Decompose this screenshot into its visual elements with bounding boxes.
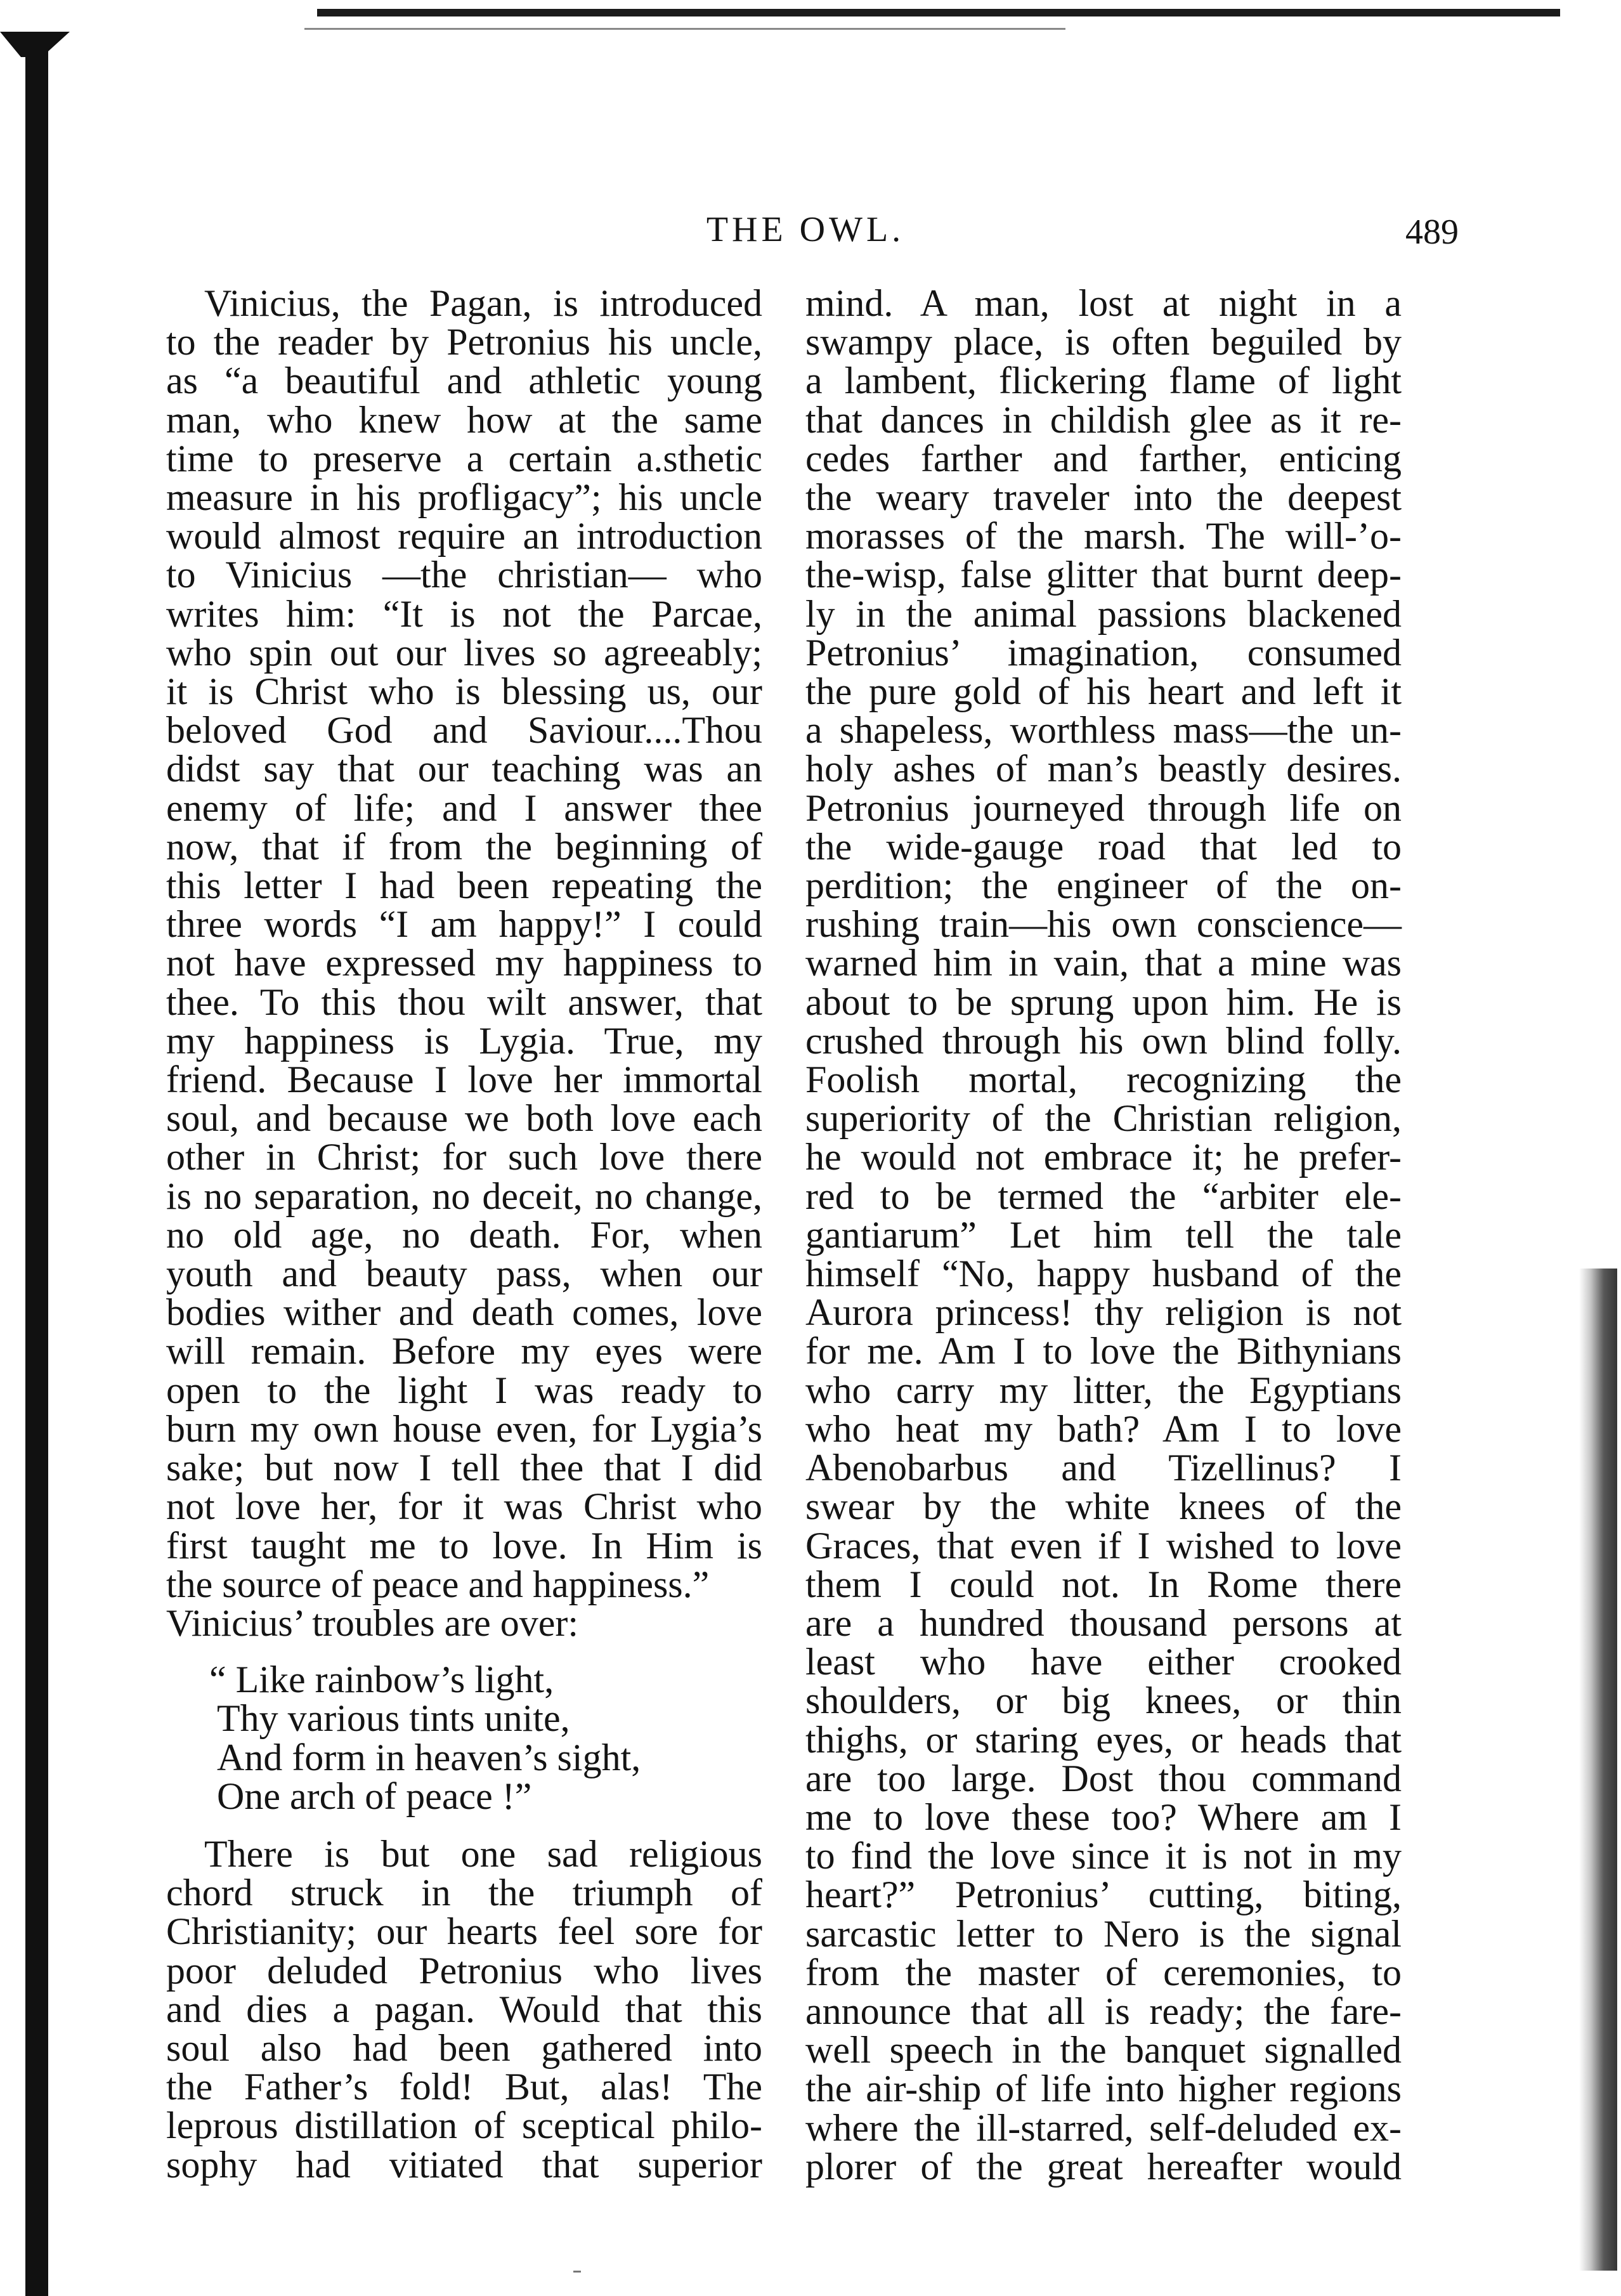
top-border-rule [317,9,1560,16]
text-line: There is but one sad religious [204,1832,762,1875]
text-line: it is Christ who is blessing us, our [166,670,762,713]
text-line: this letter I had been repeating the [166,864,762,907]
text-line: my happiness is Lygia. True, my [166,1019,762,1062]
text-line: the wide-gauge road that led to [805,825,1402,868]
right-page-edge [1579,1269,1617,2271]
text-line: would almost r‌equire an introduction [166,515,762,558]
text-line: soul also had been gathered into [166,2026,762,2069]
bottom-mark [573,2271,581,2273]
top-thin-rule [304,28,1065,30]
text-line: Petronius’ imagination, consumed [805,631,1402,674]
text-line: poor deluded Petronius who lives [166,1949,762,1992]
text-line: leprous distillation of sceptical philo- [166,2104,762,2147]
left-paragraph [166,284,762,1643]
text-line: will remain. Before my eyes were [166,1330,762,1373]
text-line: sophy had vitiated that superior [166,2143,762,2186]
text-line: them I could not. In Rome there [805,1563,1402,1605]
text-line: crushed through his own blind folly. [805,1019,1402,1062]
text-line: morasses of the marsh. The will-’o- [805,515,1402,558]
text-line: cedes farther and farther, enticing [805,437,1402,479]
text-line: who carry my litter, the Egyptians [805,1369,1402,1411]
text-line: no old age, no death. For, when [166,1213,762,1256]
text-line: superiority of the Christian religion, [805,1097,1402,1140]
text-line: bodies wither and death comes, love [166,1291,762,1334]
text-line: rushing train—his own conscience— [805,903,1402,946]
verse-line: “ Like rainbow’s light, [209,1659,554,1701]
verse-line: And form in heaven’s sight, [217,1736,641,1778]
verse-quote [166,1660,762,1816]
text-line: chord struck in the triumph of [166,1872,762,1914]
verse-line: Thy various tints unite, [217,1697,570,1740]
text-line: the-wisp, false glitter that burnt deep- [805,554,1402,596]
page-number: 489 [1405,212,1459,252]
text-line: Christianity; our hearts feel sore for [166,1910,762,1953]
text-line: Foolish mortal, recognizing the [805,1059,1402,1101]
text-line: mind. A man, lost at night in a [805,282,1402,324]
text-line: sake; but now I tell thee that I did [166,1447,762,1489]
text-line: didst say that our teaching was an [166,748,762,790]
text-line: man, who knew how at the same [166,398,762,441]
text-line: from the master of ceremonies, to [805,1951,1402,1993]
text-line: me to love these too? Where am I [805,1796,1402,1838]
text-line: the source of peace and happiness.” [166,1563,710,1605]
text-line: red to be termed the “arbiter ele- [805,1175,1402,1217]
text-line: writes him: “It is not the Parcae, [166,592,762,635]
text-line: heart?” Petronius’ cutting, biting, [805,1874,1402,1916]
text-line: plorer of the great hereafter would [805,2145,1402,2188]
text-line: sarcastic letter to Nero is the signal [805,1912,1402,1955]
text-line: Vinicius’ troubles are over: [166,1601,579,1644]
text-line: he would not embrace it; he prefer- [805,1136,1402,1178]
text-line: to find the love since it is not in my [805,1835,1402,1877]
text-line: warned him in vain, that a mine was [805,942,1402,984]
text-line: about to be sprung upon him. He is [805,981,1402,1023]
text-line: enemy of life; and I answer thee [166,786,762,829]
text-line: measure in his profligacy”; his uncle [166,476,762,519]
text-line: a lambent, flickering flame of light [805,360,1402,402]
text-line: gantiarum” Let him tell the tale [805,1213,1402,1256]
text-line: and dies a pagan. Would that this [166,1988,762,2030]
text-line: as “a beautiful and athletic young [166,360,762,402]
text-line: the pure gold of his heart and left it [805,670,1402,713]
text-line: not have expressed my happiness to [166,942,762,984]
text-line: friend. Because I love her immortal [166,1059,762,1101]
text-line: well speech in the banquet signalled [805,2029,1402,2071]
text-line: to Vinicius —the christian— who [166,554,762,596]
running-title: THE OWL. [706,210,905,249]
verse-line: One arch of peace !” [217,1775,532,1817]
text-line: who spin out our lives so agreeably; [166,631,762,674]
left-page-edge [25,38,48,2296]
left-paragraph-after-verse [166,1832,762,2186]
text-line: is no separation, no deceit, no change, [166,1175,762,1217]
text-line: himself “No, happy husband of the [805,1253,1402,1295]
text-line: a shapeless, worthless mass—the un- [805,709,1402,752]
text-line: other in Christ; for such love there [166,1136,762,1178]
text-line: least who have either crooked [805,1641,1402,1683]
text-line: the air-ship of life into higher regions [805,2068,1402,2110]
text-line: where the ill-starred, self-deluded ex- [805,2106,1402,2149]
text-line: for me. Am I to love the Bithynians [805,1330,1402,1373]
text-line: shoulders, or big knees, or thin [805,1680,1402,1722]
text-line: perdition; the engineer of the on- [805,864,1402,907]
text-line: open to the light I was ready to [166,1369,762,1411]
text-line: youth and beauty pass, when our [166,1253,762,1295]
text-line: are a hundred thousand persons at [805,1601,1402,1644]
text-line: thee. To this thou wilt answer, that [166,981,762,1023]
page-header [152,203,1459,266]
text-line: Abenobarbus and Tizellinus? I [805,1447,1402,1489]
text-line: the weary traveler into the deepest [805,476,1402,519]
text-line: not love her, for it was Christ who [166,1485,762,1528]
text-line: Petronius journeyed through life on [805,786,1402,829]
text-line: holy ashes of man’s beastly desires. [805,748,1402,790]
text-line: to the reader by Petronius his uncle, [166,321,762,363]
text-line: three words “I am happy!” I could [166,903,762,946]
text-line: who heat my bath? Am I to love [805,1407,1402,1450]
text-line: Aurora princess! thy religion is not [805,1291,1402,1334]
right-column [805,284,1402,2186]
text-line: Graces, that even if I wished to love [805,1524,1402,1567]
text-line: swampy place, is often beguiled by [805,321,1402,363]
text-line: swear by the white knees of the [805,1485,1402,1528]
left-column [166,284,762,2184]
text-line: announce that all is ready; the fare- [805,1990,1402,2032]
text-line: time to preserve a certain a.sthetic [166,437,762,479]
text-line: now, that if from the beginning of [166,825,762,868]
text-line: beloved God and Saviour....Thou [166,709,762,752]
text-line: the Father’s fold! But, alas! The [166,2066,762,2108]
text-line: first taught me to love. In Him is [166,1524,762,1567]
text-line: are too large. Dost thou command [805,1757,1402,1799]
text-line: soul, and because we both love each [166,1097,762,1140]
text-line: that dances in childish glee as it re- [805,398,1402,441]
text-line: ly in the animal passions blackened [805,592,1402,635]
text-line: Vinicius, the Pagan, is introduced [204,282,762,324]
text-line: thighs, or staring eyes, or heads that [805,1718,1402,1761]
text-line: burn my own house even, for Lygia’s [166,1407,762,1450]
right-paragraph [805,284,1402,2186]
